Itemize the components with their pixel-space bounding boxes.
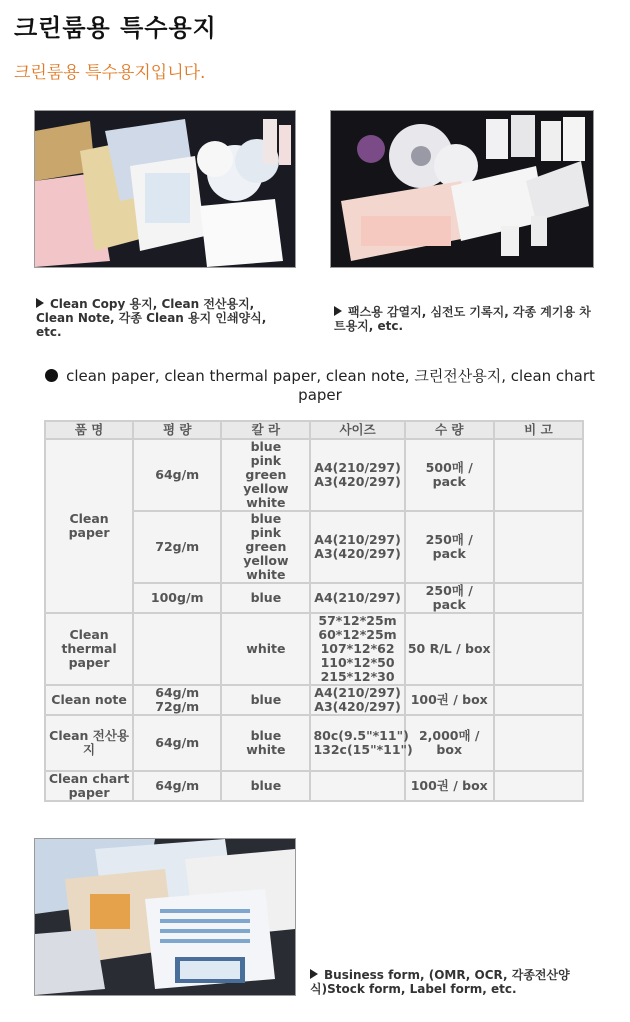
color-cell: blue — [221, 771, 310, 801]
weight-cell — [133, 613, 221, 685]
color-cell: blue — [221, 685, 310, 715]
product-name-cell: Clean paper — [45, 439, 133, 613]
size-cell: 80c(9.5"*11") 132c(15"*11") — [310, 715, 404, 771]
weight-cell: 72g/m — [133, 511, 221, 583]
quantity-cell: 500매 / pack — [405, 439, 494, 511]
quantity-cell: 2,000매 / box — [405, 715, 494, 771]
section-heading-text: clean paper, clean thermal paper, clean note, 크린전산용지, clean chart paper — [66, 367, 595, 404]
header-product: 품 명 — [45, 421, 133, 439]
product-name-cell: Clean chart paper — [45, 771, 133, 801]
page-title: 크린룸용 특수용지 — [14, 14, 217, 42]
size-cell — [310, 771, 404, 801]
quantity-cell: 250매 / pack — [405, 583, 494, 613]
color-cell: blue white — [221, 715, 310, 771]
product-name-cell: Clean 전산용 지 — [45, 715, 133, 771]
table-row — [45, 439, 583, 511]
header-note: 비 고 — [494, 421, 583, 439]
note-cell — [494, 771, 583, 801]
size-cell: A4(210/297) A3(420/297) — [310, 685, 404, 715]
size-cell: A4(210/297) — [310, 583, 404, 613]
header-weight: 평 량 — [133, 421, 221, 439]
clean-paper-products-photo — [34, 110, 296, 268]
note-cell — [494, 511, 583, 583]
table-header-row — [45, 421, 583, 439]
triangle-bullet-icon — [36, 298, 44, 308]
note-cell — [494, 613, 583, 685]
color-cell: white — [221, 613, 310, 685]
weight-cell: 64g/m — [133, 715, 221, 771]
product-name-cell: Clean thermal paper — [45, 613, 133, 685]
table-row — [45, 771, 583, 801]
bottom-caption-text: Business form, (OMR, OCR, 각종전산양식)Stock form, Label form, etc. — [310, 968, 570, 996]
product-spec-table — [44, 420, 584, 802]
size-cell: A4(210/297) A3(420/297) — [310, 439, 404, 511]
weight-cell: 64g/m 72g/m — [133, 685, 221, 715]
header-color: 칼 라 — [221, 421, 310, 439]
color-cell: blue — [221, 583, 310, 613]
section-heading — [30, 367, 610, 405]
header-quantity: 수 량 — [405, 421, 494, 439]
thermal-paper-rolls-photo — [330, 110, 594, 268]
table-row — [45, 685, 583, 715]
quantity-cell: 50 R/L / box — [405, 613, 494, 685]
header-size: 사이즈 — [310, 421, 404, 439]
note-cell — [494, 685, 583, 715]
note-cell — [494, 439, 583, 511]
top-right-caption-text: 팩스용 감열지, 심전도 기록지, 각종 계기용 차트용지, etc. — [334, 305, 591, 333]
color-cell: blue pink green yellow white — [221, 439, 310, 511]
quantity-cell: 100권 / box — [405, 685, 494, 715]
weight-cell: 100g/m — [133, 583, 221, 613]
weight-cell: 64g/m — [133, 439, 221, 511]
page-subtitle: 크린룸용 특수용지입니다. — [14, 63, 206, 83]
note-cell — [494, 715, 583, 771]
size-cell: 57*12*25m 60*12*25m 107*12*62 110*12*50 215*12*30 — [310, 613, 404, 685]
top-left-caption — [36, 297, 294, 339]
size-cell: A4(210/297) A3(420/297) — [310, 511, 404, 583]
note-cell — [494, 583, 583, 613]
business-forms-photo — [34, 838, 296, 996]
triangle-bullet-icon — [310, 969, 318, 979]
top-right-caption — [334, 305, 592, 333]
bottom-caption — [310, 968, 600, 996]
product-name-cell: Clean note — [45, 685, 133, 715]
table-row — [45, 613, 583, 685]
weight-cell: 64g/m — [133, 771, 221, 801]
triangle-bullet-icon — [334, 306, 342, 316]
color-cell: blue pink green yellow white — [221, 511, 310, 583]
quantity-cell: 100권 / box — [405, 771, 494, 801]
quantity-cell: 250매 / pack — [405, 511, 494, 583]
bullet-dot-icon — [45, 369, 58, 382]
table-row — [45, 715, 583, 771]
top-left-caption-text: Clean Copy 용지, Clean 전산용지, Clean Note, 각종 Clean 용지 인쇄양식, etc. — [36, 297, 267, 339]
